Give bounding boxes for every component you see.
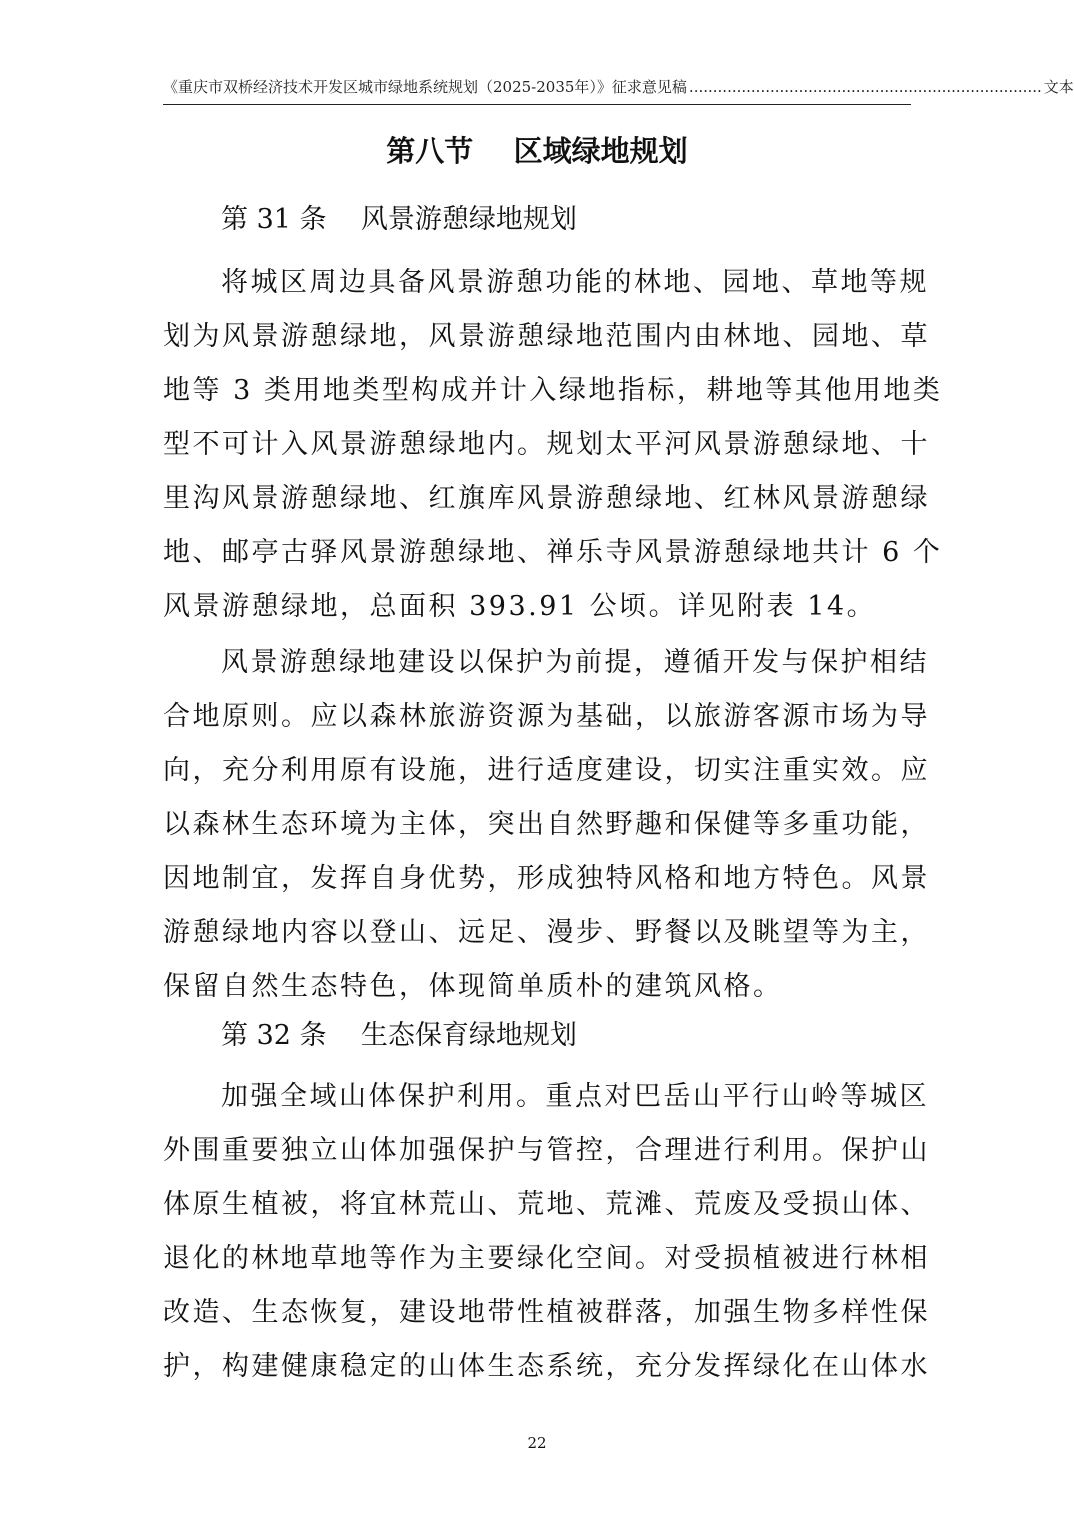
paragraph-line: 向，充分利用原有设施，进行适度建设，切实注重实效。应	[163, 755, 930, 786]
paragraph-line: 体原生植被，将宜林荒山、荒地、荒滩、荒废及受损山体、	[163, 1189, 930, 1220]
paragraph-line: 游憩绿地内容以登山、远足、漫步、野餐以及眺望等为主，	[163, 917, 930, 948]
paragraph-line: 里沟风景游憩绿地、红旗库风景游憩绿地、红林风景游憩绿	[163, 483, 930, 514]
paragraph-32-1	[163, 1070, 930, 1394]
running-header	[163, 76, 1074, 98]
paragraph-line: 型不可计入风景游憩绿地内。规划太平河风景游憩绿地、十	[163, 429, 930, 460]
paragraph-line: 改造、生态恢复，建设地带性植被群落，加强生物多样性保	[163, 1297, 930, 1328]
paragraph-line: 护，构建健康稳定的山体生态系统，充分发挥绿化在山体水	[163, 1351, 930, 1382]
paragraph-line: 加强全域山体保护利用。重点对巴岳山平行山岭等城区	[221, 1081, 929, 1112]
page-number: 22	[527, 1434, 547, 1452]
paragraph-line: 保留自然生态特色，体现简单质朴的建筑风格。	[163, 971, 783, 1002]
paragraph-line: 风景游憩绿地，总面积 393.91 公顷。详见附表 14。	[163, 591, 877, 622]
paragraph-line: 退化的林地草地等作为主要绿化空间。对受损植被进行林相	[163, 1243, 930, 1274]
header-dot-leader: ..........................................................................	[688, 78, 1042, 96]
paragraph-line: 风景游憩绿地建设以保护为前提，遵循开发与保护相结	[221, 647, 929, 678]
paragraph-line: 地、邮亭古驿风景游憩绿地、禅乐寺风景游憩绿地共计 6 个	[163, 537, 943, 568]
header-right-label: 文本	[1043, 78, 1074, 96]
paragraph-31-1	[163, 256, 943, 634]
paragraph-line: 地等 3 类用地类型构成并计入绿地指标，耕地等其他用地类	[163, 375, 943, 406]
header-title: 《重庆市双桥经济技术开发区城市绿地系统规划（2025-2035年）》征求意见稿	[163, 78, 687, 96]
paragraph-line: 将城区周边具备风景游憩功能的林地、园地、草地等规	[221, 267, 929, 298]
article-heading-32: 第 32 条 生态保育绿地规划	[221, 1020, 577, 1051]
article-heading-31: 第 31 条 风景游憩绿地规划	[221, 204, 577, 235]
paragraph-31-2	[163, 636, 930, 1014]
paragraph-line: 外围重要独立山体加强保护与管控，合理进行利用。保护山	[163, 1135, 930, 1166]
paragraph-line: 划为风景游憩绿地，风景游憩绿地范围内由林地、园地、草	[163, 321, 930, 352]
paragraph-line: 合地原则。应以森林旅游资源为基础，以旅游客源市场为导	[163, 701, 930, 732]
header-rule	[163, 104, 911, 105]
paragraph-line: 以森林生态环境为主体，突出自然野趣和保健等多重功能，	[163, 809, 930, 840]
paragraph-line: 因地制宜，发挥自身优势，形成独特风格和地方特色。风景	[163, 863, 930, 894]
section-title: 第八节 区域绿地规划	[386, 134, 688, 168]
